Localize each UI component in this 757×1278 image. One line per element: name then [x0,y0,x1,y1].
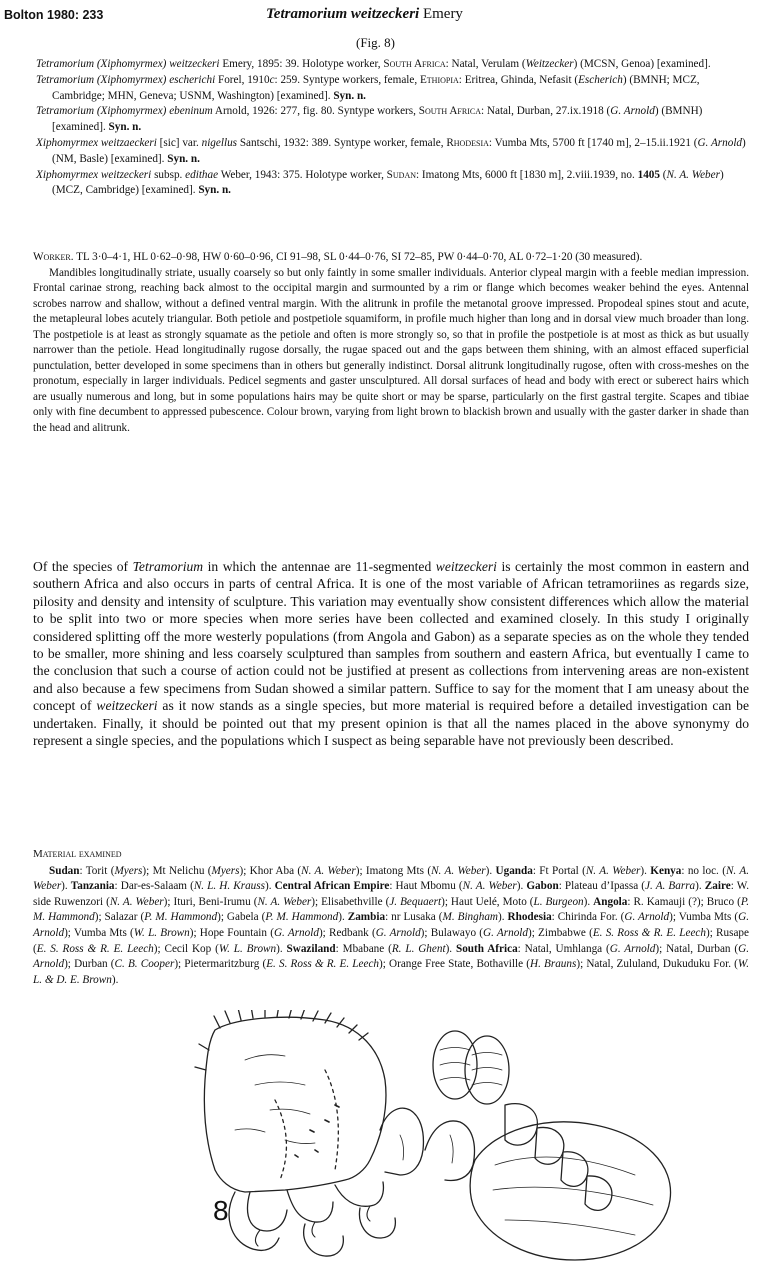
discussion-paragraph [33,558,749,749]
figure-number: 8 [213,1195,229,1226]
synonymy-list [36,57,750,199]
figure-8 [175,1010,755,1278]
synonymy-entry: Xiphomyrmex weitzaeckeri [sic] var. nigellus Santschi, 1932: 389. Syntype worker, female, Rhodesia: Vumba Mts, 5700 ft [1740 m], 2–15.ii.1921 (G. Arnold) (NM, Basle) [examined]. Syn. n. [36,136,746,165]
source-citation: Bolton 1980: 233 [4,8,104,22]
discussion-text: Of the species of Tetramorium in which the antennae are 11-segmented weitzeckeri is certainly the most common in eastern and southern Africa and also occurs in parts of central Africa. It is one of the most variable of African tetramoriines as regards size, pilosity and density and intensity of sculpture. This variation may eventually show consistent differences which allow the material to be split into two or more species when more series have been collected and examined closely. In this study I originally considered splitting off the more westerly populations (from Angola and Gabon) as a separate species as on the whole they tended to be smaller, more shining and less coarsely sculptured than samples from southern and eastern Africa, but eventually I came to the conclusion that such a course of action could not be justified at present as collections from intervening areas are non-existent and also because a few specimens from Sudan showed a similar pattern. Suffice to say for the moment that I am uneasy about the concept of weitzeckeri as it now stands as a single species, but more material is required before a detailed investigation can be undertaken. Finally, it should be pointed out that my present opinion is that all the names placed in the above synonymy do represent a single species, and the populations which I suspect as being separable have not previously been described. [33,559,749,749]
material-text: Sudan: Torit (Myers); Mt Nelichu (Myers); Khor Aba (N. A. Weber); Imatong Mts (N. A. Weber). Uganda: Ft Portal (N. A. Weber). Kenya: no loc. (N. A. Weber). Tanzania: Dar-es-Salaam (N. L. H. Krauss). Central African Empire: Haut Mbomu (N. A. Weber). Gabon: Plateau d’Ipassa (J. A. Barra). Zaire: W. side Ruwenzori (N. A. Weber); Ituri, Beni-Irumu (N. A. Weber); Elisabethville (J. Bequaert); Haut Uelé, Moto (L. Burgeon). Angola: R. Kamauji (?); Bruco (P. M. Hammond); Salazar (P. M. Hammond); Gabela (P. M. Hammond). Zambia: nr Lusaka (M. Bingham). Rhodesia: Chirinda For. (G. Arnold); Vumba Mts (G. Arnold); Vumba Mts (W. L. Brown); Hope Fountain (G. Arnold); Redbank (G. Arnold); Bulawayo (G. Arnold); Zimbabwe (E. S. Ross & R. E. Leech); Rusape (E. S. Ross & R. E. Leech); Cecil Kop (W. L. Brown). Swaziland: Mbabane (R. L. Ghent). South Africa: Natal, Umhlanga (G. Arnold); Natal, Durban (G. Arnold); Durban (C. B. Cooper); Pietermaritzburg (E. S. Ross & R. E. Leech); Orange Free State, Bothaville (H. Brauns); Natal, Zululand, Dukuduku For. (W. L. & D. E. Brown). [33,864,750,986]
synonymy-entry: Tetramorium (Xiphomyrmex) escherichi Forel, 1910c: 259. Syntype workers, female, Ethiopia: Eritrea, Ghinda, Nefasit (Escherich) (BMNH; MCZ, Cambridge; MHN, Geneva; USNM, Washington) [examined]. Syn. n. [36,73,700,102]
worker-morphology: Mandibles longitudinally striate, usually coarsely so but only faintly in some smaller individuals. Anterior clypeal margin with a feeble median impression. Frontal carinae strong, reaching back almost to the occipital margin and surmounted by a rim or flange which becomes weaker behind the eyes. Antennal scrobes narrow and shallow, without a defined ventral margin. With the alitrunk in profile the metanotal groove impressed. Propodeal spines stout and acute, the metapleural lobes acutely triangular. Both petiole and postpetiole squamiform, in profile much higher than long and in dorsal view much broader than long. The postpetiole is at least as strongly squamate as the petiole and often is more strongly so, so that in profile the postpetiole is at most as thick as but usually narrower than the petiole. Head longitudinally rugose dorsally, the rugae spaced out and the gaps between them shining, with an almost effaced superficial punctulation, better developed in some specimens than in others but generally indistinct. Dorsal alitrunk longitudinally rugose, often with cross-meshes on the pronotum, especially in larger individuals. Pedicel segments and gaster unsculptured. All dorsal surfaces of head and body with erect or suberect hairs which are usually numerous and long, but in some populations hairs may be quite short or may be sparse, particularly on the first gastral tergite. Scapes and tibiae only with fine decumbent to appressed pubescence. Colour brown, varying from light brown to blackish brown and usually with the gaster darker in shade than the head and alitrunk. [33,266,749,434]
species-title [266,6,463,23]
material-heading: Material examined [33,848,122,860]
species-name: Tetramorium weitzeckeri [266,6,420,22]
synonymy-entry: Tetramorium (Xiphomyrmex) weitzeckeri Emery, 1895: 39. Holotype worker, South Africa: Natal, Verulam (Weitzecker) (MCSN, Genoa) [examined]. [36,58,711,70]
figure-reference: (Fig. 8) [356,35,395,50]
species-author: Emery [422,6,463,22]
material-examined [33,847,749,988]
synonymy-entry: Xiphomyrmex weitzeckeri subsp. edithae Weber, 1943: 375. Holotype worker, Sudan: Imatong Mts, 6000 ft [1830 m], 2.viii.1939, no. 1405 (N. A. Weber) (MCZ, Cambridge) [examined]. Syn. n. [36,168,724,197]
synonymy-entry: Tetramorium (Xiphomyrmex) ebeninum Arnold, 1926: 277, fig. 80. Syntype workers, South Africa: Natal, Durban, 27.ix.1918 (G. Arnold) (BMNH) [examined]. Syn. n. [36,105,703,134]
worker-measurements: Worker. TL 3·0–4·1, HL 0·62–0·98, HW 0·60–0·96, CI 91–98, SL 0·44–0·76, SI 72–85, PW 0·44–0·70, AL 0·72–1·20 (30 measured). [33,251,643,263]
worker-description [33,250,749,436]
ant-profile-drawing-icon [175,1010,755,1278]
